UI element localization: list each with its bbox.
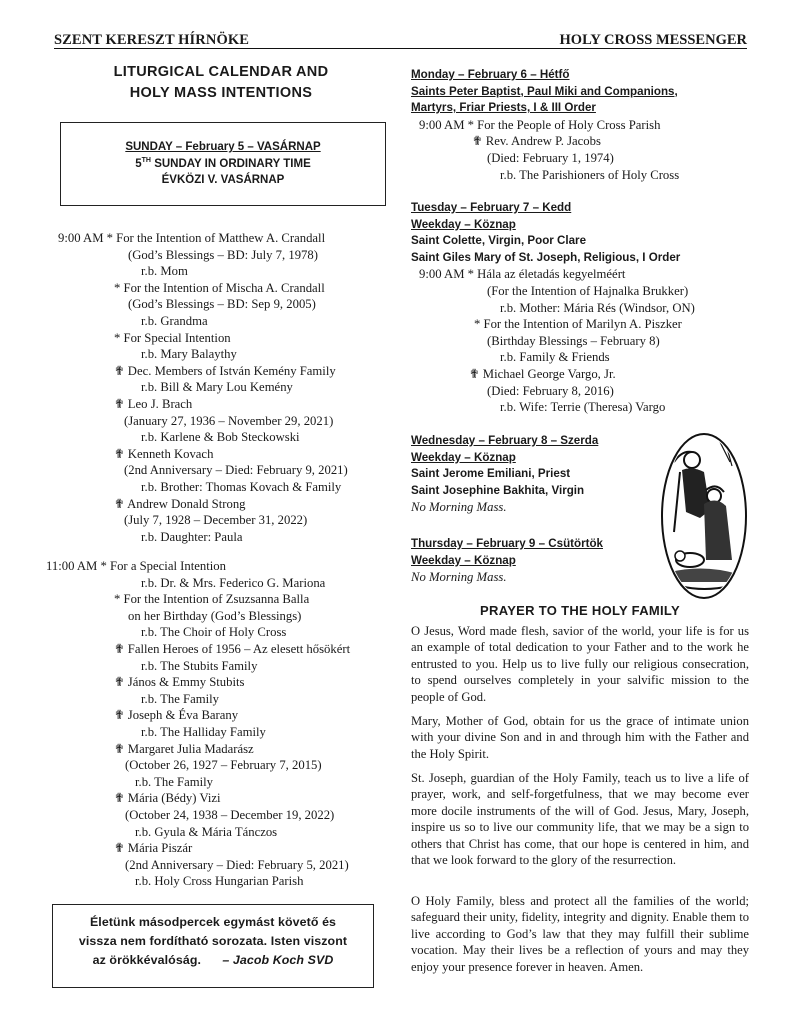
mass-line: (God’s Blessings – BD: Sep 9, 2005) xyxy=(128,297,316,312)
mass-line: * For the Intention of Zsuzsanna Balla xyxy=(114,592,310,607)
prayer-paragraph-2: Mary, Mother of God, obtain for us the grace of intimate union with your divine Son and in and through him with the Father and the Holy Spirit. xyxy=(411,714,749,761)
mass-line: * For Special Intention xyxy=(114,330,231,345)
mass-line: * For the Intention of Mischa A. Crandall xyxy=(114,280,325,295)
left-column xyxy=(44,62,396,186)
page-header xyxy=(54,34,747,49)
mass-line: r.b. Mom xyxy=(141,264,188,279)
quote-line1: Életünk másodpercek egymást követő és xyxy=(89,915,337,929)
tuesday-line: r.b. Mother: Mária Rés (Windsor, ON) xyxy=(500,300,695,315)
mass-line: r.b. The Halliday Family xyxy=(141,724,266,739)
monday-intention: 9:00 AM * For the People of Holy Cross Parish xyxy=(419,117,661,132)
mass-line: r.b. Grandma xyxy=(141,313,208,328)
wednesday-note: No Morning Mass. xyxy=(411,500,507,515)
monday-requested-by: r.b. The Parishioners of Holy Cross xyxy=(500,167,680,182)
wednesday-weekday: Weekday – Köznap xyxy=(411,450,516,464)
monday-heading: Monday – February 6 – Hétfő xyxy=(411,68,570,81)
sunday-box xyxy=(60,122,386,206)
mass-line: 11:00 AM * For a Special Intention xyxy=(46,559,226,573)
quote-box xyxy=(52,904,374,988)
mass-line: (2nd Anniversary – Died: February 9, 2021) xyxy=(124,463,348,478)
tuesday-line: r.b. Wife: Terrie (Theresa) Vargo xyxy=(500,400,666,415)
wednesday-saint2: Saint Josephine Bakhita, Virgin xyxy=(411,483,585,497)
mass-line: r.b. The Choir of Holy Cross xyxy=(141,625,287,640)
mass-line: (God’s Blessings – BD: July 7, 1978) xyxy=(128,247,318,262)
mass-line: (July 7, 1928 – December 31, 2022) xyxy=(124,513,308,528)
mass-line: ✟ Margaret Julia Madarász xyxy=(114,741,254,756)
monday-saints-line1: Saints Peter Baptist, Paul Miki and Companions, xyxy=(411,84,678,98)
wednesday-saint1: Saint Jerome Emiliani, Priest xyxy=(411,467,571,481)
header-right-title: HOLY CROSS MESSENGER xyxy=(559,32,747,48)
tuesday-line: ✟ Michael George Vargo, Jr. xyxy=(469,366,616,381)
prayer-paragraph-3: St. Joseph, guardian of the Holy Family, teach us to live a life of prayer, work, and self-forgetfulness, that we may become ever more docile instruments of the will of God. Jesus, Mary, Joseph, inspire us so to live our community life, that we may be a sign to others that Christ has come, that our hope is centered in him, and that we look forward to the glory of the resurrection. xyxy=(411,771,749,868)
sunday-ordinary-text: SUNDAY IN ORDINARY TIME xyxy=(151,157,311,170)
mass-9am-intentions xyxy=(58,230,398,545)
mass-line: r.b. The Family xyxy=(135,774,214,789)
monday-section xyxy=(411,67,751,183)
prayer-paragraph-1: O Jesus, Word made flesh, savior of the world, your life is for us an example of total dedication to your Father and to the work he entrusted to you. Help us to live fully our religious consecration, to spend ourselves completely in your salvific mission to the people of God. xyxy=(411,624,749,704)
mass-line: (January 27, 1936 – November 29, 2021) xyxy=(124,413,334,428)
mass-line: ✟ Leo J. Brach xyxy=(114,396,193,411)
mass-line: ✟ Joseph & Éva Barany xyxy=(114,708,239,723)
monday-died: (Died: February 1, 1974) xyxy=(487,150,614,165)
mass-line: (October 24, 1938 – December 19, 2022) xyxy=(125,807,335,822)
mass-line: ✟ Mária (Bédy) Vizi xyxy=(114,791,221,806)
tuesday-line: r.b. Family & Friends xyxy=(500,350,610,365)
prayer-title: PRAYER TO THE HOLY FAMILY xyxy=(480,603,680,618)
tuesday-line: 9:00 AM * Hála az életadás kegyelméért xyxy=(419,267,626,282)
prayer-paragraph-4: O Holy Family, bless and protect all the families of the world; safeguard their unity, fidelity, integrity and dignity. Enable them to live according to God’s law that they may fulfill their sublime vocation. May their lives be a reflection of yours and may they enjoy your presence forever in heaven. Amen. xyxy=(411,894,749,974)
monday-deceased: ✟ Rev. Andrew P. Jacobs xyxy=(472,134,601,149)
mass-line: (October 26, 1927 – February 7, 2015) xyxy=(125,758,322,773)
tuesday-line: (Birthday Blessings – February 8) xyxy=(487,333,660,348)
mass-line: r.b. Holy Cross Hungarian Parish xyxy=(135,874,304,889)
tuesday-saint2: Saint Giles Mary of St. Joseph, Religious, I Order xyxy=(411,250,681,264)
thursday-weekday: Weekday – Köznap xyxy=(411,553,516,567)
sunday-ordinary-time xyxy=(61,156,385,173)
calendar-title xyxy=(44,62,398,104)
mass-line: r.b. Daughter: Paula xyxy=(141,529,243,544)
calendar-title-line1: LITURGICAL CALENDAR AND xyxy=(113,64,329,80)
mass-line: ✟ Fallen Heroes of 1956 – Az elesett hősökért xyxy=(114,641,351,656)
mass-line: r.b. Dr. & Mrs. Federico G. Mariona xyxy=(141,575,326,590)
sunday-hungarian: ÉVKÖZI V. VASÁRNAP xyxy=(161,174,285,186)
mass-line: ✟ Kenneth Kovach xyxy=(114,446,214,461)
mass-line: (2nd Anniversary – Died: February 5, 2021) xyxy=(125,857,349,872)
mass-line: r.b. Karlene & Bob Steckowski xyxy=(141,430,300,445)
sunday-ordinal-suffix: TH xyxy=(141,156,151,164)
mass-line: r.b. The Family xyxy=(141,691,220,706)
mass-line: r.b. Gyula & Mária Tánczos xyxy=(135,824,278,839)
mass-line: on her Birthday (God’s Blessings) xyxy=(128,608,302,623)
header-left-title: SZENT KERESZT HÍRNÖKE xyxy=(54,32,249,48)
tuesday-line: * For the Intention of Marilyn A. Piszker xyxy=(474,317,682,332)
mass-11am-intentions xyxy=(46,558,398,890)
quote-line2: vissza nem fordítható sorozata. Isten viszont xyxy=(78,934,348,948)
thursday-note: No Morning Mass. xyxy=(411,570,507,585)
thursday-section xyxy=(411,536,661,586)
tuesday-section xyxy=(411,200,751,416)
tuesday-weekday: Weekday – Köznap xyxy=(411,217,516,231)
tuesday-heading: Tuesday – February 7 – Kedd xyxy=(411,201,572,214)
wednesday-section xyxy=(411,433,661,516)
mass-line: r.b. Bill & Mary Lou Kemény xyxy=(141,380,293,395)
mass-line: 9:00 AM * For the Intention of Matthew A. Crandall xyxy=(58,231,326,245)
mass-line: ✟ János & Emmy Stubits xyxy=(114,675,245,690)
mass-line: r.b. Brother: Thomas Kovach & Family xyxy=(141,479,342,494)
mass-line: r.b. Mary Balaythy xyxy=(141,347,237,362)
sunday-number: 5 xyxy=(135,157,142,170)
calendar-title-line2: HOLY MASS INTENTIONS xyxy=(129,85,313,101)
mass-line: ✟ Dec. Members of István Kemény Family xyxy=(114,363,336,378)
tuesday-line: (Died: February 8, 2016) xyxy=(487,383,614,398)
wednesday-heading: Wednesday – February 8 – Szerda xyxy=(411,434,599,447)
thursday-heading: Thursday – February 9 – Csütörtök xyxy=(411,537,603,550)
mass-line: ✟ Mária Piszár xyxy=(114,841,193,856)
quote-author: – Jacob Koch SVD xyxy=(222,953,334,967)
sunday-heading: SUNDAY – February 5 – VASÁRNAP xyxy=(125,141,321,153)
mass-line: r.b. The Stubits Family xyxy=(141,658,258,673)
quote-line3: az örökkévalóság. – Jacob Koch SVD xyxy=(92,953,334,967)
tuesday-saint1: Saint Colette, Virgin, Poor Clare xyxy=(411,234,587,248)
tuesday-line: (For the Intention of Hajnalka Brukker) xyxy=(487,283,689,298)
holy-family-illustration xyxy=(660,432,748,600)
mass-line: ✟ Andrew Donald Strong xyxy=(114,496,246,511)
monday-saints-line2: Martyrs, Friar Priests, I & III Order xyxy=(411,101,596,115)
